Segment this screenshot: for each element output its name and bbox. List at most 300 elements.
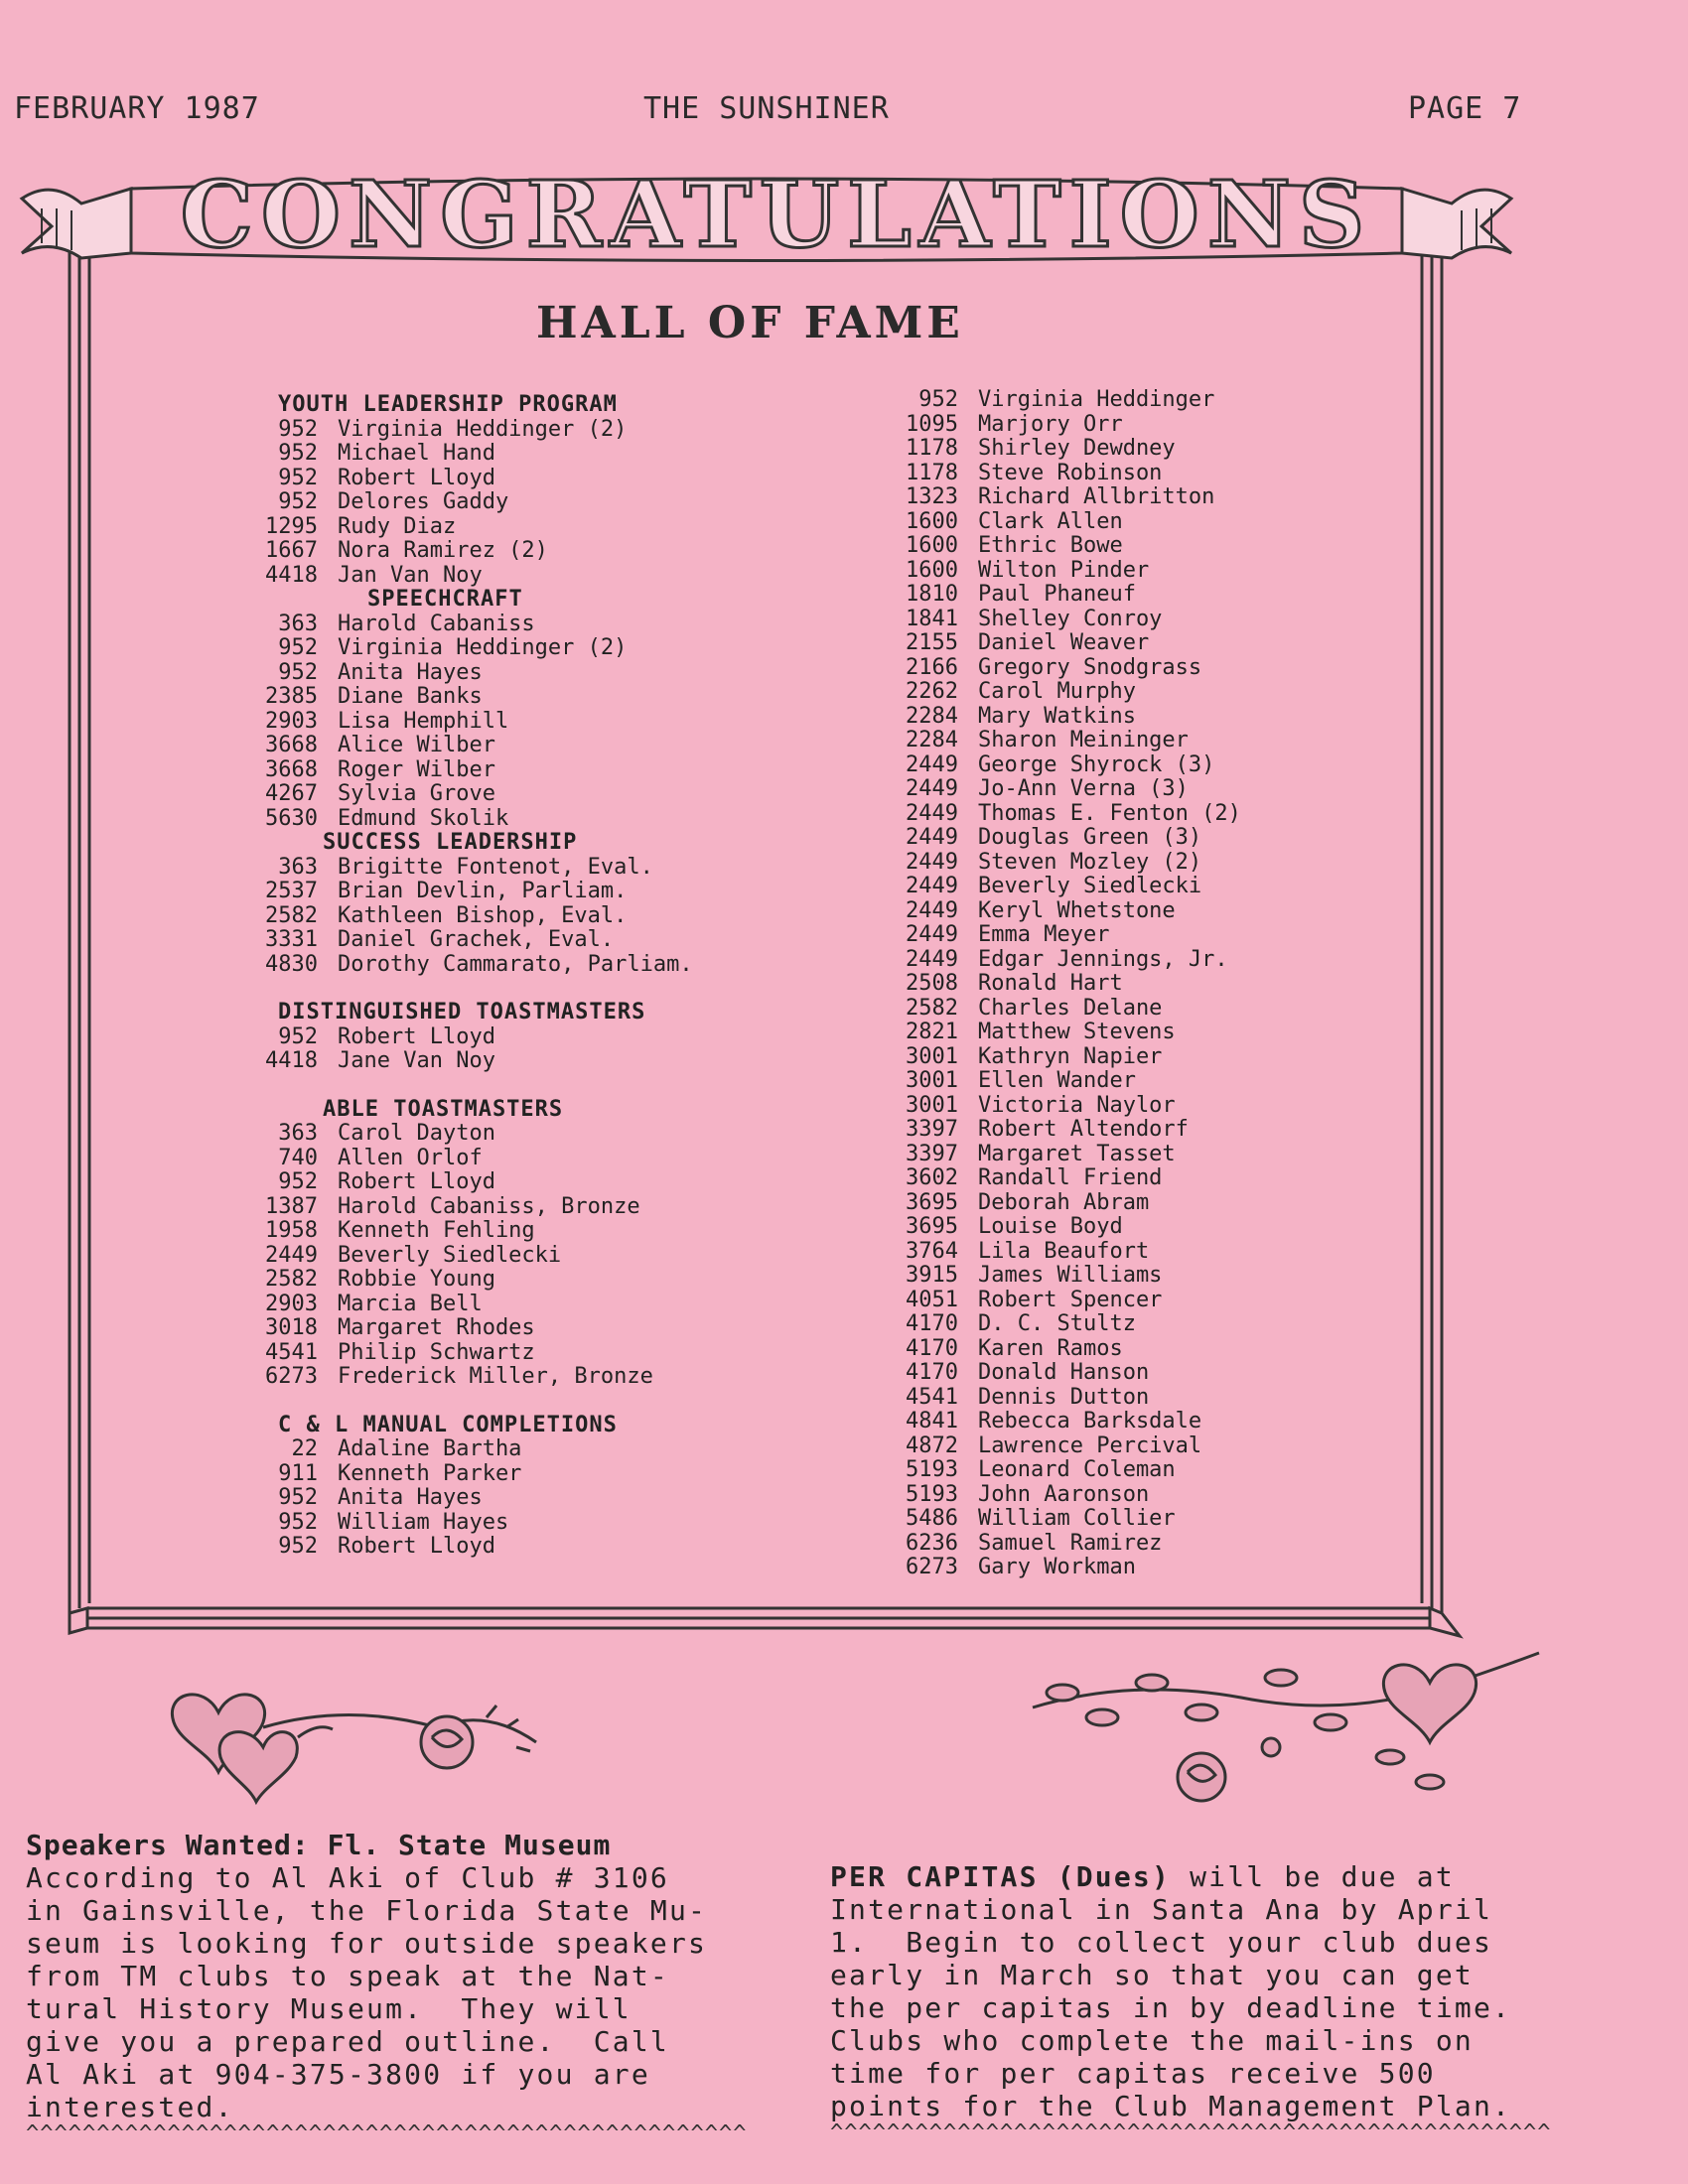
club-number: 1600	[906, 557, 958, 583]
article-line: seum is looking for outside speakers	[26, 1927, 708, 1960]
club-number: 952	[278, 1024, 318, 1049]
speakers-wanted-body	[26, 1861, 731, 2123]
club-number: 1323	[906, 484, 958, 509]
club-number: 4267	[265, 781, 318, 806]
member-name: Michael Hand	[338, 441, 495, 466]
club-number: 2508	[906, 971, 958, 996]
honor-entry	[248, 1293, 693, 1317]
member-name: Delores Gaddy	[338, 489, 509, 514]
honor-entry	[248, 1049, 693, 1074]
honor-entry	[248, 1195, 693, 1220]
honor-entry	[889, 1386, 1241, 1411]
member-name: Shelley Conroy	[978, 606, 1163, 631]
page-number: PAGE 7	[1408, 91, 1522, 126]
member-name: Rebecca Barksdale	[978, 1409, 1202, 1433]
club-number: 22	[291, 1436, 318, 1461]
club-number: 2903	[265, 708, 318, 734]
article-line: International in Santa Ana by April	[830, 1893, 1493, 1926]
member-name: Lila Beaufort	[978, 1238, 1150, 1264]
article-line: give you a prepared outline. Call	[26, 2025, 669, 2058]
honor-entry	[248, 782, 693, 807]
honor-entry	[889, 705, 1241, 730]
honor-entry	[889, 510, 1241, 535]
club-number: 952	[278, 416, 318, 442]
honor-entry	[889, 899, 1241, 924]
club-number: 3001	[906, 1092, 958, 1118]
club-number: 4841	[906, 1409, 958, 1433]
club-number: 952	[278, 441, 318, 466]
honor-entry	[248, 685, 693, 710]
member-name: Edgar Jennings, Jr.	[978, 946, 1228, 972]
member-name: Kenneth Fehling	[338, 1218, 535, 1243]
honor-entry	[889, 1312, 1241, 1337]
speakers-wanted-article	[26, 1829, 748, 2146]
member-name: Paul Phaneuf	[978, 582, 1136, 607]
club-number: 952	[918, 387, 958, 412]
member-name: Emma Meyer	[978, 922, 1110, 947]
honor-entry	[248, 1511, 693, 1536]
article-line: Clubs who complete the mail-ins on	[830, 2024, 1474, 2057]
section-heading: C & L MANUAL COMPLETIONS	[278, 1412, 618, 1437]
honor-entry	[248, 442, 693, 467]
member-name: Robbie Young	[338, 1267, 495, 1292]
honor-entry	[889, 1507, 1241, 1532]
member-name: Daniel Grachek, Eval.	[338, 927, 615, 952]
club-number: 5193	[906, 1457, 958, 1482]
club-number: 1600	[906, 533, 958, 558]
caret-divider: ^^^^^^^^^^^^^^^^^^^^^^^^^^^^^^^^^^^^^^^^^^^^^^^^^^^	[830, 2120, 1552, 2145]
per-capitas-article	[830, 1860, 1552, 2145]
member-name: Harold Cabaniss	[338, 611, 535, 636]
member-name: Rudy Diaz	[338, 513, 457, 539]
honor-entry	[248, 710, 693, 735]
article-line: early in March so that you can get	[830, 1959, 1474, 1991]
hearts-and-rose-right-icon	[1013, 1638, 1549, 1817]
honor-entry	[889, 608, 1241, 632]
honor-entry	[248, 418, 693, 443]
club-number: 3695	[906, 1189, 958, 1215]
member-name: Gregory Snodgrass	[978, 654, 1202, 680]
honor-entry	[889, 997, 1241, 1022]
member-name: Robert Lloyd	[338, 1024, 495, 1049]
article-line: According to Al Aki of Club # 3106	[26, 1861, 669, 1894]
honor-entry	[889, 462, 1241, 486]
club-number: 6273	[906, 1555, 958, 1579]
club-number: 4051	[906, 1287, 958, 1312]
member-name: Wilton Pinder	[978, 557, 1150, 583]
honor-entry	[248, 1122, 693, 1147]
club-number: 2262	[906, 679, 958, 704]
club-number: 4872	[906, 1433, 958, 1458]
club-number: 2903	[265, 1291, 318, 1316]
honor-entry	[248, 613, 693, 637]
club-number: 4170	[906, 1335, 958, 1361]
article-line: points for the Club Management Plan.	[830, 2090, 1512, 2122]
honor-entry	[248, 904, 693, 929]
member-name: Jo-Ann Verna (3)	[978, 776, 1189, 801]
club-number: 2155	[906, 630, 958, 655]
member-name: Randall Friend	[978, 1165, 1163, 1190]
club-number: 952	[278, 465, 318, 490]
honor-entry	[248, 758, 693, 783]
honor-entry	[889, 1021, 1241, 1045]
member-name: Keryl Whetstone	[978, 897, 1176, 923]
member-name: Beverly Siedlecki	[338, 1242, 562, 1268]
club-number: 2449	[906, 825, 958, 850]
club-number: 2449	[906, 922, 958, 947]
member-name: Harold Cabaniss, Bronze	[338, 1193, 640, 1219]
member-name: Steven Mozley (2)	[978, 849, 1202, 875]
honor-entry	[248, 564, 693, 589]
honor-entry	[889, 680, 1241, 705]
club-number: 3331	[265, 927, 318, 952]
club-number: 363	[278, 854, 318, 880]
club-number: 2821	[906, 1020, 958, 1044]
right-honor-column	[889, 388, 1241, 1580]
member-name: Shirley Dewdney	[978, 436, 1176, 461]
member-name: Mary Watkins	[978, 703, 1136, 729]
honor-entry	[889, 1458, 1241, 1483]
honor-entry	[248, 734, 693, 758]
honor-entry	[889, 485, 1241, 510]
per-capitas-body	[830, 1860, 1535, 2122]
club-number: 4170	[906, 1311, 958, 1336]
club-number: 3018	[265, 1315, 318, 1340]
member-name: Anita Hayes	[338, 1485, 483, 1510]
honor-entry	[248, 856, 693, 881]
member-name: Jan Van Noy	[338, 562, 483, 588]
member-name: Donald Hanson	[978, 1360, 1150, 1385]
honor-entry	[889, 631, 1241, 656]
honor-entry	[248, 1341, 693, 1366]
member-name: Karen Ramos	[978, 1335, 1123, 1361]
club-number: 3397	[906, 1141, 958, 1166]
honor-entry	[889, 1361, 1241, 1386]
club-number: 952	[278, 659, 318, 685]
member-name: Robert Lloyd	[338, 1169, 495, 1194]
member-name: Philip Schwartz	[338, 1339, 535, 1365]
club-number: 1810	[906, 582, 958, 607]
honor-entry	[889, 777, 1241, 802]
member-name: George Shyrock (3)	[978, 751, 1215, 777]
club-number: 952	[278, 489, 318, 514]
member-name: Gary Workman	[978, 1555, 1136, 1579]
member-name: Carol Dayton	[338, 1121, 495, 1146]
member-name: Edmund Skolik	[338, 805, 509, 831]
member-name: Kathleen Bishop, Eval.	[338, 902, 628, 928]
per-capitas-lead: PER CAPITAS (Dues)	[830, 1860, 1172, 1893]
member-name: Steve Robinson	[978, 460, 1163, 485]
member-name: Charles Delane	[978, 995, 1163, 1021]
member-name: Diane Banks	[338, 684, 483, 709]
club-number: 4418	[265, 562, 318, 588]
club-number: 1600	[906, 508, 958, 534]
honor-entry	[248, 880, 693, 904]
honor-entry	[889, 1289, 1241, 1313]
honor-entry	[248, 1437, 693, 1462]
club-number: 1095	[906, 411, 958, 437]
club-number: 4830	[265, 951, 318, 977]
article-line: interested.	[26, 2091, 234, 2123]
member-name: Marjory Orr	[978, 411, 1123, 437]
member-name: Matthew Stevens	[978, 1020, 1176, 1044]
member-name: Louise Boyd	[978, 1214, 1123, 1239]
member-name: Lisa Hemphill	[338, 708, 509, 734]
club-number: 952	[278, 1534, 318, 1559]
honor-entry	[248, 661, 693, 686]
member-name: Allen Orlof	[338, 1145, 483, 1170]
club-number: 3001	[906, 1043, 958, 1069]
honor-entry	[889, 851, 1241, 876]
member-name: Ethric Bowe	[978, 533, 1123, 558]
member-name: James Williams	[978, 1263, 1163, 1288]
honor-entry	[889, 1191, 1241, 1216]
club-number: 6273	[265, 1364, 318, 1389]
club-number: 2449	[906, 776, 958, 801]
club-number: 1178	[906, 460, 958, 485]
honor-entry	[889, 1143, 1241, 1167]
honor-entry	[248, 1219, 693, 1244]
club-number: 363	[278, 1121, 318, 1146]
member-name: Virginia Heddinger (2)	[338, 416, 628, 442]
honor-entry	[248, 1147, 693, 1171]
club-number: 3668	[265, 756, 318, 782]
member-name: Margaret Rhodes	[338, 1315, 535, 1340]
honor-entry	[248, 1316, 693, 1341]
article-line: Al Aki at 904-375-3800 if you are	[26, 2058, 650, 2091]
honor-entry	[889, 1410, 1241, 1434]
article-line: in Gainsville, the Florida State Mu-	[26, 1894, 708, 1927]
hearts-and-rose-left-icon	[149, 1668, 566, 1817]
club-number: 2449	[265, 1242, 318, 1268]
member-name: Virginia Heddinger (2)	[338, 635, 628, 660]
member-name: Brian Devlin, Parliam.	[338, 879, 628, 903]
member-name: John Aaronson	[978, 1481, 1150, 1507]
member-name: Robert Lloyd	[338, 465, 495, 490]
member-name: Sharon Meininger	[978, 728, 1189, 752]
club-number: 2582	[265, 1267, 318, 1292]
club-number: 363	[278, 611, 318, 636]
club-number: 4418	[265, 1048, 318, 1073]
honor-entry	[889, 1483, 1241, 1508]
member-name: Robert Spencer	[978, 1287, 1163, 1312]
club-number: 1295	[265, 513, 318, 539]
club-number: 4541	[265, 1339, 318, 1365]
section-heading: DISTINGUISHED TOASTMASTERS	[278, 1000, 646, 1024]
club-number: 952	[278, 1485, 318, 1510]
article-line: time for per capitas receive 500	[830, 2057, 1436, 2090]
honor-entry	[248, 1462, 693, 1487]
honor-entry	[889, 923, 1241, 948]
club-number: 3764	[906, 1238, 958, 1264]
member-name: Adaline Bartha	[338, 1436, 522, 1461]
section-heading: YOUTH LEADERSHIP PROGRAM	[278, 392, 618, 417]
club-number: 5630	[265, 805, 318, 831]
club-number: 3695	[906, 1214, 958, 1239]
member-name: Jane Van Noy	[338, 1048, 495, 1073]
member-name: Alice Wilber	[338, 733, 495, 757]
member-name: Deborah Abram	[978, 1189, 1150, 1215]
honor-entry	[889, 1264, 1241, 1289]
member-name: Ellen Wander	[978, 1068, 1136, 1093]
congratulations-banner	[12, 159, 1521, 278]
honor-entry	[248, 1535, 693, 1560]
honor-entry	[248, 539, 693, 564]
member-name: Brigitte Fontenot, Eval.	[338, 854, 653, 880]
member-name: Beverly Siedlecki	[978, 874, 1202, 898]
honor-entry	[889, 826, 1241, 851]
honor-entry	[889, 802, 1241, 827]
honor-entry	[889, 1215, 1241, 1240]
section-spacer	[248, 1390, 693, 1414]
member-name: Sylvia Grove	[338, 781, 495, 806]
banner-text: CONGRATULATIONS	[180, 161, 1373, 268]
member-name: Ronald Hart	[978, 971, 1123, 996]
honor-entry	[889, 1166, 1241, 1191]
club-number: 3001	[906, 1068, 958, 1093]
honor-entry	[248, 515, 693, 540]
honor-entry	[889, 972, 1241, 997]
section-heading: SUCCESS LEADERSHIP	[323, 830, 578, 855]
club-number: 6236	[906, 1530, 958, 1556]
club-number: 1667	[265, 538, 318, 563]
club-number: 2449	[906, 946, 958, 972]
left-honor-column	[248, 393, 693, 1560]
honor-entry	[248, 636, 693, 661]
member-name: Robert Lloyd	[338, 1534, 495, 1559]
club-number: 952	[278, 635, 318, 660]
honor-entry	[889, 1118, 1241, 1143]
member-name: Victoria Naylor	[978, 1092, 1176, 1118]
honor-entry	[889, 1532, 1241, 1557]
honor-entry	[889, 1434, 1241, 1459]
club-number: 2537	[265, 879, 318, 903]
honor-entry	[889, 753, 1241, 778]
club-number: 2582	[265, 902, 318, 928]
honor-entry	[889, 1094, 1241, 1119]
club-number: 1958	[265, 1218, 318, 1243]
club-number: 4541	[906, 1384, 958, 1410]
honor-entry	[248, 1365, 693, 1390]
honor-entry	[889, 413, 1241, 438]
honor-entry	[248, 1244, 693, 1269]
member-name: Dorothy Cammarato, Parliam.	[338, 951, 693, 977]
honor-entry	[248, 807, 693, 832]
member-name: William Hayes	[338, 1509, 509, 1535]
club-number: 3602	[906, 1165, 958, 1190]
honor-entry	[889, 948, 1241, 973]
club-number: 5486	[906, 1506, 958, 1531]
club-number: 2166	[906, 654, 958, 680]
club-number: 3915	[906, 1263, 958, 1288]
member-name: Clark Allen	[978, 508, 1123, 534]
club-number: 2449	[906, 751, 958, 777]
club-number: 952	[278, 1509, 318, 1535]
member-name: Margaret Tasset	[978, 1141, 1176, 1166]
member-name: Frederick Miller, Bronze	[338, 1364, 653, 1389]
club-number: 1178	[906, 436, 958, 461]
member-name: Roger Wilber	[338, 756, 495, 782]
article-line: the per capitas in by deadline time.	[830, 1991, 1512, 2024]
honor-entry	[889, 1069, 1241, 1094]
honor-entry	[248, 953, 693, 978]
member-name: Carol Murphy	[978, 679, 1136, 704]
club-number: 1841	[906, 606, 958, 631]
caret-divider: ^^^^^^^^^^^^^^^^^^^^^^^^^^^^^^^^^^^^^^^^^^^^^^^^^^^	[26, 2121, 748, 2146]
honor-entry	[889, 656, 1241, 681]
section-heading: SPEECHCRAFT	[367, 587, 523, 612]
member-name: D. C. Stultz	[978, 1311, 1136, 1336]
speakers-wanted-heading: Speakers Wanted: Fl. State Museum	[26, 1829, 612, 1861]
member-name: Lawrence Percival	[978, 1433, 1202, 1458]
honor-entry	[889, 437, 1241, 462]
club-number: 2449	[906, 874, 958, 898]
section-spacer	[248, 1074, 693, 1098]
honor-entry	[889, 1240, 1241, 1265]
club-number: 1387	[265, 1193, 318, 1219]
article-line	[830, 1860, 1535, 1893]
issue-date: FEBRUARY 1987	[14, 91, 260, 126]
club-number: 952	[278, 1169, 318, 1194]
member-name: Daniel Weaver	[978, 630, 1150, 655]
honor-entry	[248, 490, 693, 515]
honor-entry	[889, 729, 1241, 753]
honor-entry	[248, 467, 693, 491]
article-line: tural History Museum. They will	[26, 1992, 632, 2025]
honor-entry	[889, 875, 1241, 899]
article-line: from TM clubs to speak at the Nat-	[26, 1960, 669, 1992]
club-number: 5193	[906, 1481, 958, 1507]
member-name: Samuel Ramirez	[978, 1530, 1163, 1556]
club-number: 2449	[906, 849, 958, 875]
honor-entry	[889, 583, 1241, 608]
publication-title: THE SUNSHINER	[643, 91, 890, 126]
member-name: William Collier	[978, 1506, 1176, 1531]
honor-entry	[248, 1025, 693, 1050]
member-name: Thomas E. Fenton (2)	[978, 800, 1241, 826]
club-number: 2449	[906, 897, 958, 923]
club-number: 2449	[906, 800, 958, 826]
honor-entry	[889, 534, 1241, 559]
member-name: Marcia Bell	[338, 1291, 483, 1316]
club-number: 740	[278, 1145, 318, 1170]
member-name: Kathryn Napier	[978, 1043, 1163, 1069]
hall-of-fame-title: HALL OF FAME	[536, 298, 964, 348]
member-name: Virginia Heddinger	[978, 387, 1215, 412]
honor-entry	[248, 1170, 693, 1195]
member-name: Anita Hayes	[338, 659, 483, 685]
honor-entry	[248, 1486, 693, 1511]
member-name: Nora Ramirez (2)	[338, 538, 548, 563]
honor-entry	[248, 928, 693, 953]
club-number: 911	[278, 1460, 318, 1486]
honor-entry	[889, 1337, 1241, 1362]
club-number: 2284	[906, 728, 958, 752]
club-number: 2582	[906, 995, 958, 1021]
club-number: 2385	[265, 684, 318, 709]
article-line: 1. Begin to collect your club dues	[830, 1926, 1493, 1959]
article-text: will be due at	[1171, 1860, 1455, 1893]
honor-entry	[889, 1556, 1241, 1580]
member-name: Douglas Green (3)	[978, 825, 1202, 850]
member-name: Leonard Coleman	[978, 1457, 1176, 1482]
member-name: Richard Allbritton	[978, 484, 1215, 509]
honor-entry	[889, 388, 1241, 413]
club-number: 4170	[906, 1360, 958, 1385]
member-name: Dennis Dutton	[978, 1384, 1150, 1410]
section-heading: ABLE TOASTMASTERS	[323, 1096, 564, 1122]
honor-entry	[248, 1268, 693, 1293]
